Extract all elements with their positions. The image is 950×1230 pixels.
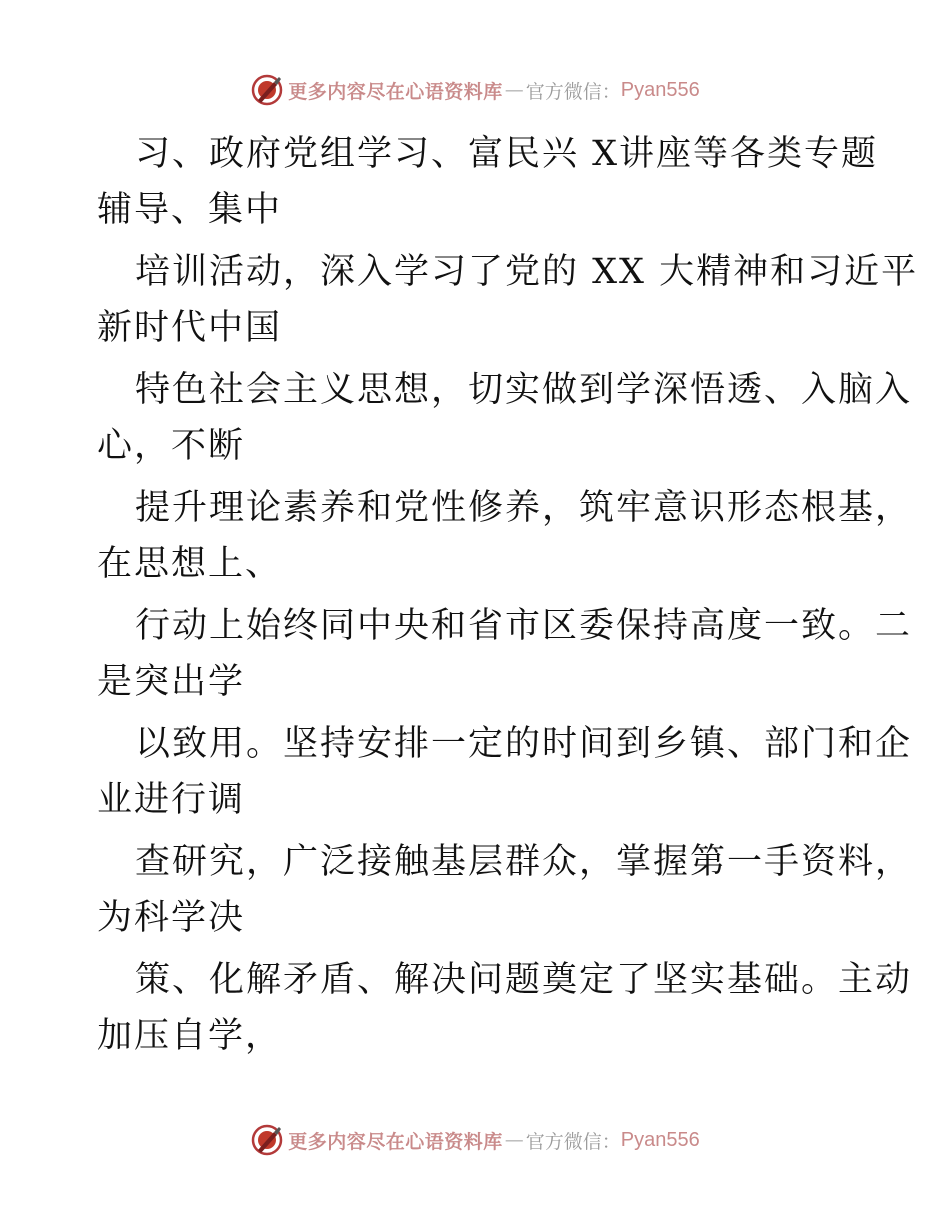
- watermark-account: Pyan556: [620, 78, 700, 101]
- text-line: 以致用。坚持安排一定的时间到乡镇、部门和企: [135, 724, 913, 764]
- watermark-account: Pyan556: [620, 1128, 700, 1151]
- watermark-wechat-label: 官方微信：: [525, 80, 621, 103]
- watermark-text: 更多内容尽在心语资料库: [288, 80, 503, 103]
- document-body: [97, 120, 919, 1064]
- pen-logo-icon: [250, 73, 284, 107]
- pen-logo-icon: [250, 1123, 284, 1157]
- text-line: 查研究，广泛接触基层群众，掌握第一手资料，: [135, 842, 913, 882]
- text-line: 策、化解矛盾、解决问题奠定了坚实基础。主动: [135, 960, 913, 1000]
- text-line: 心，不断: [97, 426, 246, 466]
- text-line: 为科学决: [97, 898, 246, 938]
- footer-watermark: [0, 1120, 950, 1160]
- watermark-wechat-label: 官方微信：: [525, 1130, 621, 1153]
- text-line: 加压自学，: [97, 1016, 283, 1056]
- text-line: 习、政府党组学习、富民兴 X讲座等各类专题: [135, 134, 879, 174]
- text-line: 特色社会主义思想，切实做到学深悟透、入脑入: [135, 370, 913, 410]
- text-line: 辅导、集中: [97, 190, 283, 230]
- watermark-text: 更多内容尽在心语资料库: [288, 1130, 503, 1153]
- text-line: 培训活动，深入学习了党的 XX 大精神和习近平: [135, 252, 919, 292]
- text-line: 提升理论素养和党性修养，筑牢意识形态根基，: [135, 488, 913, 528]
- watermark-separator: —: [504, 1129, 524, 1151]
- watermark-separator: —: [504, 79, 524, 101]
- text-line: 业进行调: [97, 780, 246, 820]
- text-line: 新时代中国: [97, 308, 283, 348]
- text-line: 是突出学: [97, 662, 246, 702]
- text-line: 在思想上、: [97, 544, 283, 584]
- header-watermark: [0, 70, 950, 110]
- text-line: 行动上始终同中央和省市区委保持高度一致。二: [135, 606, 913, 646]
